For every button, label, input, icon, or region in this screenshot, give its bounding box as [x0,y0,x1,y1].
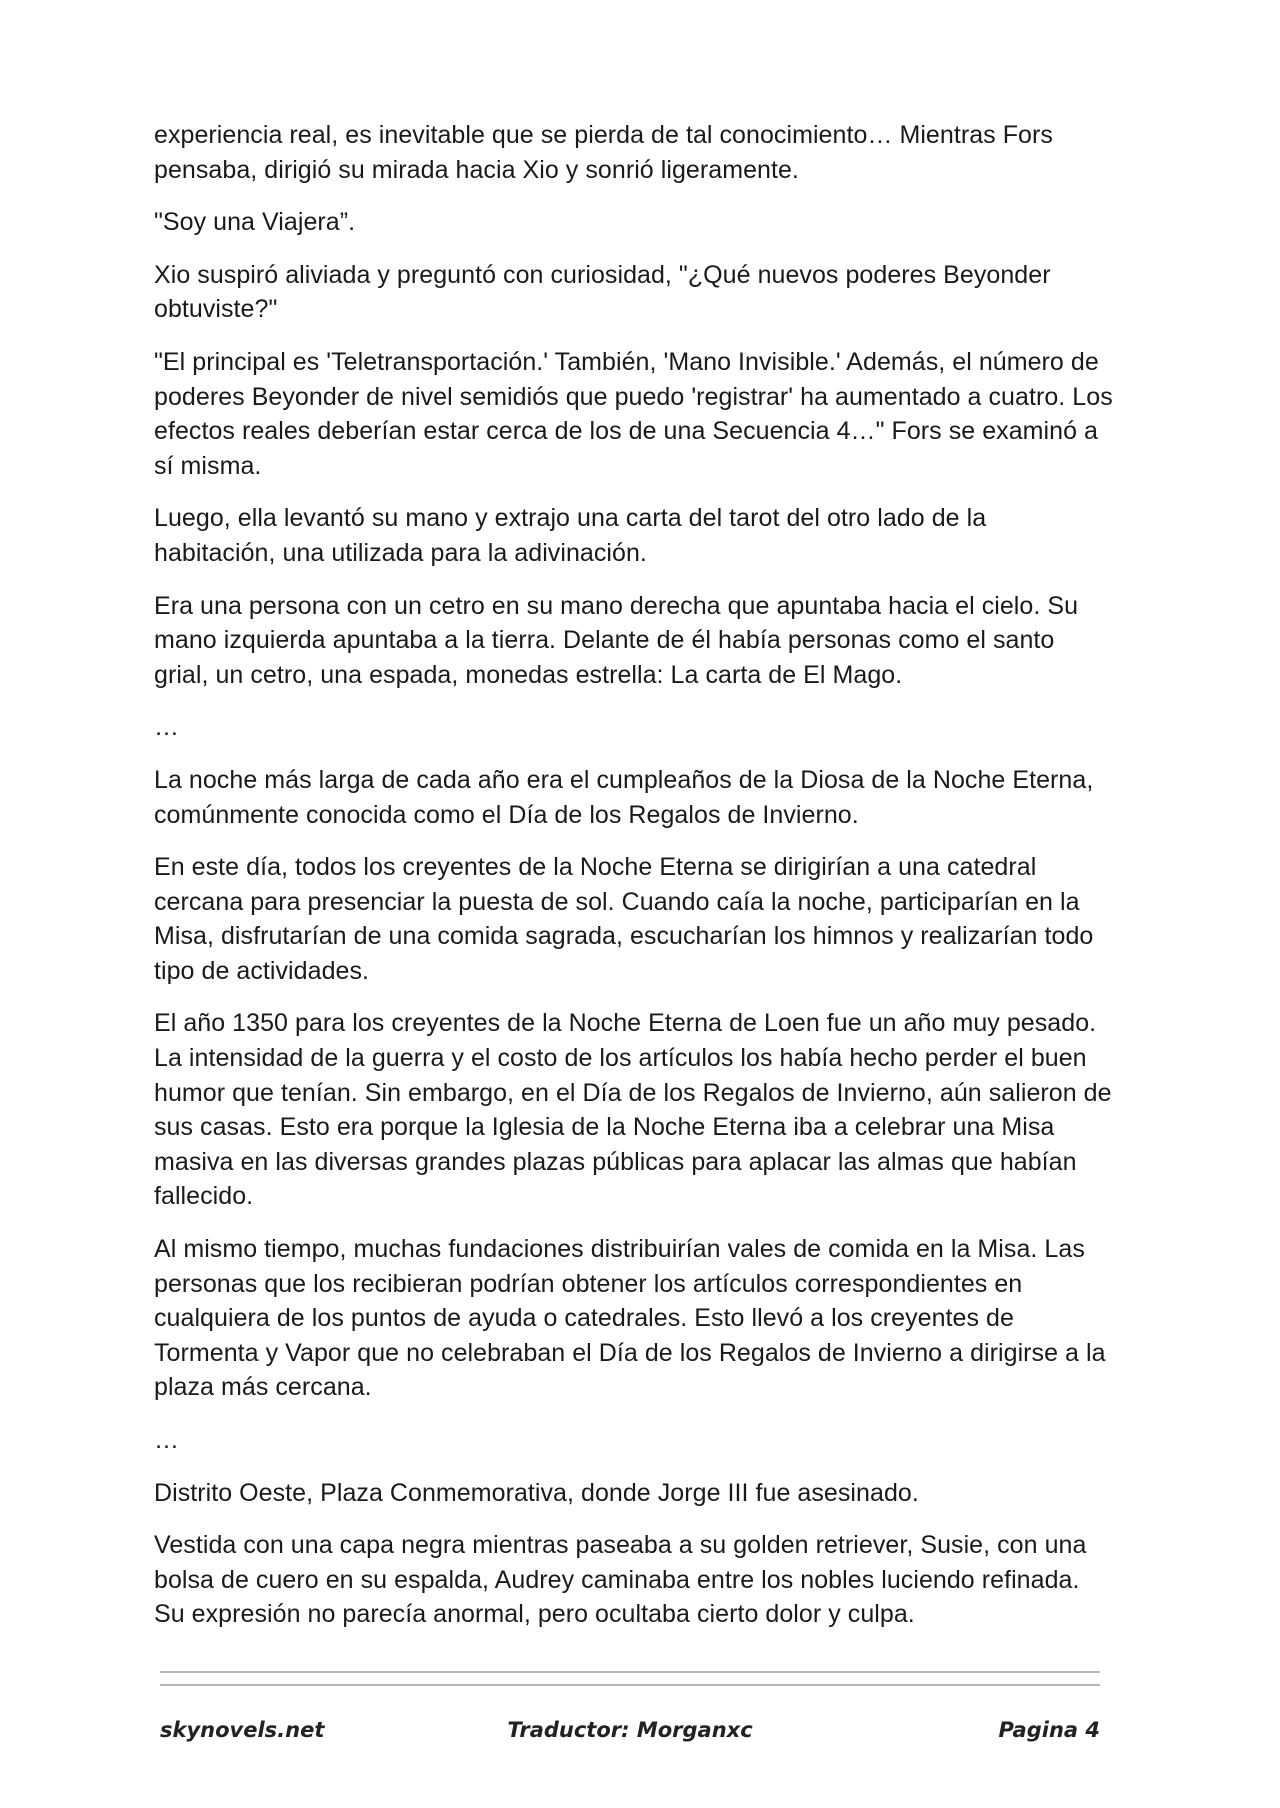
paragraph: Distrito Oeste, Plaza Conmemorativa, donde Jorge III fue asesinado. [154,1478,919,1507]
document-body [154,118,1114,1650]
page-footer [160,1712,1100,1752]
paragraph: En este día, todos los creyentes de la Noche Eterna se dirigirían a una catedral cercana para presenciar la puesta de sol. Cuando caía la noche, participarían en la Misa, disfrutarían de una comida sagrada, escucharían los himnos y realizarían todo tipo de actividades. [154,853,1094,985]
paragraph: "El principal es 'Teletransportación.' También, 'Mano Invisible.' Además, el número de poderes Beyonder de nivel semidiós que puedo 'registrar' ha aumentado a cuatro. Los efectos reales deberían estar cerca de los de una Secuencia 4…" Fors se examinó a sí misma. [154,347,1113,480]
paragraph: Vestida con una capa negra mientras paseaba a su golden retriever, Susie, con una bolsa de cuero en su espalda, Audrey caminaba entre los nobles luciendo refinada. Su expresión no parecía anormal, pero ocultaba cierto dolor y culpa. [154,1531,1087,1629]
paragraph: Luego, ella levantó su mano y extrajo una carta del tarot del otro lado de la habitación, una utilizada para la adivinación. [154,504,987,567]
paragraph: Xio suspiró aliviada y preguntó con curiosidad, "¿Qué nuevos poderes Beyonder obtuviste?" [154,260,1051,324]
paragraph: Era una persona con un cetro en su mano derecha que apuntaba hacia el cielo. Su mano izquierda apuntaba a la tierra. Delante de él había personas como el santo grial, un cetro, una espada, monedas estrella: La carta de El Mago. [154,591,1079,689]
paragraph: El año 1350 para los creyentes de la Noche Eterna de Loen fue un año muy pesado. La intensidad de la guerra y el costo de los artículos los había hecho perder el buen humor que tenían. Sin embargo, en el Día de los Regalos de Invierno, aún salieron de sus casas. Esto era porque la Iglesia de la Noche Eterna iba a celebrar una Misa masiva en las diversas grandes plazas públicas para aplacar las almas que habían fallecido. [154,1009,1112,1211]
paragraph: experiencia real, es inevitable que se pierda de tal conocimiento… Mientras Fors pensaba, dirigió su mirada hacia Xio y sonrió ligeramente. [154,121,1053,184]
footer-divider [160,1684,1100,1686]
section-break: … [154,713,180,742]
section-break: … [154,1426,180,1454]
footer-page-number: Pagina 4 [998,1718,1100,1742]
footer-divider [160,1671,1100,1673]
paragraph: "Soy una Viajera”. [154,208,356,237]
paragraph: Al mismo tiempo, muchas fundaciones distribuirían vales de comida en la Misa. Las personas que los recibieran podrían obtener los artículos correspondientes en cualquiera de los puntos de ayuda o catedrales. Esto llevó a los creyentes de Tormenta y Vapor que no celebraban el Día de los Regalos de Invierno a dirigirse a la plaza más cercana. [154,1235,1106,1402]
paragraph: La noche más larga de cada año era el cumpleaños de la Diosa de la Noche Eterna, comúnmente conocida como el Día de los Regalos de Invierno. [154,765,1094,829]
footer-translator: Traductor: Morganxc [507,1718,753,1742]
footer-site: skynovels.net [160,1718,325,1742]
